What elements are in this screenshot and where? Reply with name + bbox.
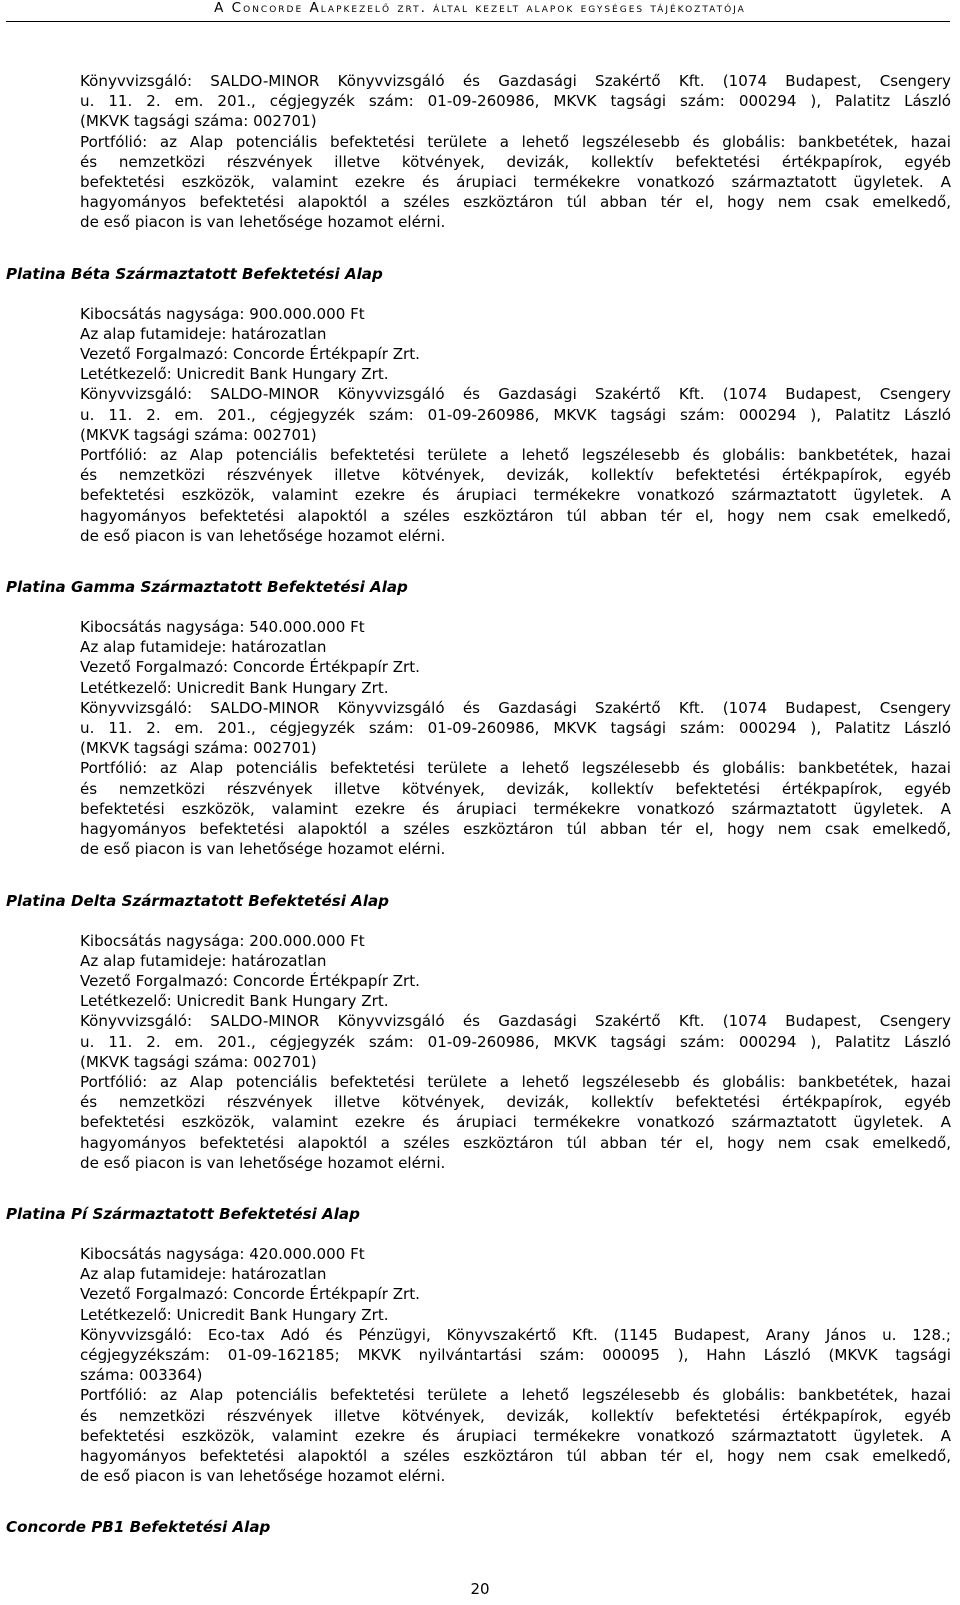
text-line: Vezető Forgalmazó: Concorde Értékpapír Zrt. xyxy=(80,345,420,364)
text-line: Vezető Forgalmazó: Concorde Értékpapír Zrt. xyxy=(80,658,420,677)
text-line: u. 11. 2. em. 201., cégjegyzék szám: 01-09-260986, MKVK tagsági szám: 000294 ), Palatitz László xyxy=(80,92,951,111)
text-line: Az alap futamideje: határozatlan xyxy=(80,638,327,657)
fund-section xyxy=(6,264,951,546)
text-line: és nemzetközi részvények illetve kötvények, devizák, kollektív befektetési értékpapírok, egyéb xyxy=(80,466,951,485)
text-line: cégjegyzékszám: 01-09-162185; MKVK nyilvántartási szám: 000095 ), Hahn László (MKVK tagsági xyxy=(80,1345,951,1364)
text-line: de eső piacon is van lehetősége hozamot elérni. xyxy=(80,526,446,545)
fund-details xyxy=(80,1244,951,1486)
fund-title: Platina Delta Származtatott Befektetési Alap xyxy=(6,891,389,910)
text-line: Könyvvizsgáló: SALDO-MINOR Könyvvizsgáló és Gazdasági Szakértő Kft. (1074 Budapest, Csengery xyxy=(80,385,951,404)
text-line: befektetési eszközök, valamint ezekre és árupiaci termékekre vonatkozó származtatott ügyletek. A xyxy=(80,799,951,818)
text-line: és nemzetközi részvények illetve kötvények, devizák, kollektív befektetési értékpapírok, egyéb xyxy=(80,1406,951,1425)
text-line: befektetési eszközök, valamint ezekre és árupiaci termékekre vonatkozó származtatott ügyletek. A xyxy=(80,173,951,192)
fund-title: Concorde PB1 Befektetési Alap xyxy=(6,1518,271,1537)
text-line: hagyományos befektetési alapoktól a széles eszköztáron túl abban tér el, hogy nem csak emelkedő, xyxy=(80,820,951,839)
fund-section xyxy=(6,1204,951,1486)
text-line: Kibocsátás nagysága: 200.000.000 Ft xyxy=(80,931,365,950)
fund-section xyxy=(6,1517,951,1537)
text-line: u. 11. 2. em. 201., cégjegyzék szám: 01-09-260986, MKVK tagsági szám: 000294 ), Palatitz László xyxy=(80,405,951,424)
text-line: (MKVK tagsági száma: 002701) xyxy=(80,425,317,444)
text-line: de eső piacon is van lehetősége hozamot elérni. xyxy=(80,840,446,859)
fund-title: Platina Pí Származtatott Befektetési Alap xyxy=(6,1204,360,1223)
text-line: befektetési eszközök, valamint ezekre és árupiaci termékekre vonatkozó származtatott ügyletek. A xyxy=(80,486,951,505)
text-line: és nemzetközi részvények illetve kötvények, devizák, kollektív befektetési értékpapírok, egyéb xyxy=(80,779,951,798)
text-line: Kibocsátás nagysága: 540.000.000 Ft xyxy=(80,618,365,637)
text-line: (MKVK tagsági száma: 002701) xyxy=(80,1052,317,1071)
text-line: Portfólió: az Alap potenciális befektetési területe a lehető legszélesebb és globális: bankbetétek, hazai xyxy=(80,1386,951,1405)
fund-title: Platina Béta Származtatott Befektetési Alap xyxy=(6,264,383,283)
text-line: és nemzetközi részvények illetve kötvények, devizák, kollektív befektetési értékpapírok, egyéb xyxy=(80,1093,951,1112)
text-line: Kibocsátás nagysága: 420.000.000 Ft xyxy=(80,1244,365,1263)
text-line: Könyvvizsgáló: SALDO-MINOR Könyvvizsgáló és Gazdasági Szakértő Kft. (1074 Budapest, Csengery xyxy=(80,698,951,717)
document-body xyxy=(6,71,951,1557)
text-line: Portfólió: az Alap potenciális befektetési területe a lehető legszélesebb és globális: bankbetétek, hazai xyxy=(80,446,951,465)
text-line: Könyvvizsgáló: Eco-tax Adó és Pénzügyi, Könyvszakértő Kft. (1145 Budapest, Arany János u. 128.; xyxy=(80,1325,951,1344)
text-line: és nemzetközi részvények illetve kötvények, devizák, kollektív befektetési értékpapírok, egyéb xyxy=(80,152,951,171)
text-line: hagyományos befektetési alapoktól a széles eszköztáron túl abban tér el, hogy nem csak emelkedő, xyxy=(80,193,951,212)
intro-paragraph xyxy=(80,71,951,233)
fund-details xyxy=(80,931,951,1173)
text-line: Portfólió: az Alap potenciális befektetési területe a lehető legszélesebb és globális: bankbetétek, hazai xyxy=(80,759,951,778)
text-line: Könyvvizsgáló: SALDO-MINOR Könyvvizsgáló és Gazdasági Szakértő Kft. (1074 Budapest, Csengery xyxy=(80,72,951,90)
text-line: de eső piacon is van lehetősége hozamot elérni. xyxy=(80,1153,446,1172)
text-line: Az alap futamideje: határozatlan xyxy=(80,951,327,970)
text-line: hagyományos befektetési alapoktól a széles eszköztáron túl abban tér el, hogy nem csak emelkedő, xyxy=(80,506,951,525)
fund-section xyxy=(6,577,951,859)
text-line: hagyományos befektetési alapoktól a széles eszköztáron túl abban tér el, hogy nem csak emelkedő, xyxy=(80,1133,951,1152)
text-line: Az alap futamideje: határozatlan xyxy=(80,324,327,343)
text-line: Portfólió: az Alap potenciális befektetési területe a lehető legszélesebb és globális: bankbetétek, hazai xyxy=(80,132,951,151)
text-line: befektetési eszközök, valamint ezekre és árupiaci termékekre vonatkozó származtatott ügyletek. A xyxy=(80,1426,951,1445)
fund-details xyxy=(80,617,951,859)
text-line: Vezető Forgalmazó: Concorde Értékpapír Zrt. xyxy=(80,971,420,990)
fund-list xyxy=(6,264,951,1538)
fund-section xyxy=(6,891,951,1173)
text-line: Az alap futamideje: határozatlan xyxy=(80,1265,327,1284)
text-line: Letétkezelő: Unicredit Bank Hungary Zrt. xyxy=(80,992,389,1011)
text-line: de eső piacon is van lehetősége hozamot elérni. xyxy=(80,213,446,232)
text-line: Kibocsátás nagysága: 900.000.000 Ft xyxy=(80,304,365,323)
fund-title: Platina Gamma Származtatott Befektetési Alap xyxy=(6,578,408,597)
text-line: u. 11. 2. em. 201., cégjegyzék szám: 01-09-260986, MKVK tagsági szám: 000294 ), Palatitz László xyxy=(80,1032,951,1051)
text-line: Portfólió: az Alap potenciális befektetési területe a lehető legszélesebb és globális: bankbetétek, hazai xyxy=(80,1072,951,1091)
running-header-text: A Concorde Alapkezelő zrt. által kezelt alapok egységes tájékoztatója xyxy=(214,0,746,16)
text-line: (MKVK tagsági száma: 002701) xyxy=(80,112,317,131)
text-line: Könyvvizsgáló: SALDO-MINOR Könyvvizsgáló és Gazdasági Szakértő Kft. (1074 Budapest, Csengery xyxy=(80,1012,951,1031)
text-line: Letétkezelő: Unicredit Bank Hungary Zrt. xyxy=(80,678,389,697)
text-line: befektetési eszközök, valamint ezekre és árupiaci termékekre vonatkozó származtatott ügyletek. A xyxy=(80,1113,951,1132)
text-line: száma: 003364) xyxy=(80,1366,203,1385)
text-line: Vezető Forgalmazó: Concorde Értékpapír Zrt. xyxy=(80,1285,420,1304)
text-line: u. 11. 2. em. 201., cégjegyzék szám: 01-09-260986, MKVK tagsági szám: 000294 ), Palatitz László xyxy=(80,719,951,738)
text-line: hagyományos befektetési alapoktól a széles eszköztáron túl abban tér el, hogy nem csak emelkedő, xyxy=(80,1446,951,1465)
header-divider xyxy=(6,21,950,22)
page-number: 20 xyxy=(470,1580,490,1598)
fund-details xyxy=(80,304,951,546)
text-line: Letétkezelő: Unicredit Bank Hungary Zrt. xyxy=(80,365,389,384)
text-line: de eső piacon is van lehetősége hozamot elérni. xyxy=(80,1467,446,1486)
running-header xyxy=(0,0,960,16)
text-line: Letétkezelő: Unicredit Bank Hungary Zrt. xyxy=(80,1305,389,1324)
text-line: (MKVK tagsági száma: 002701) xyxy=(80,739,317,758)
